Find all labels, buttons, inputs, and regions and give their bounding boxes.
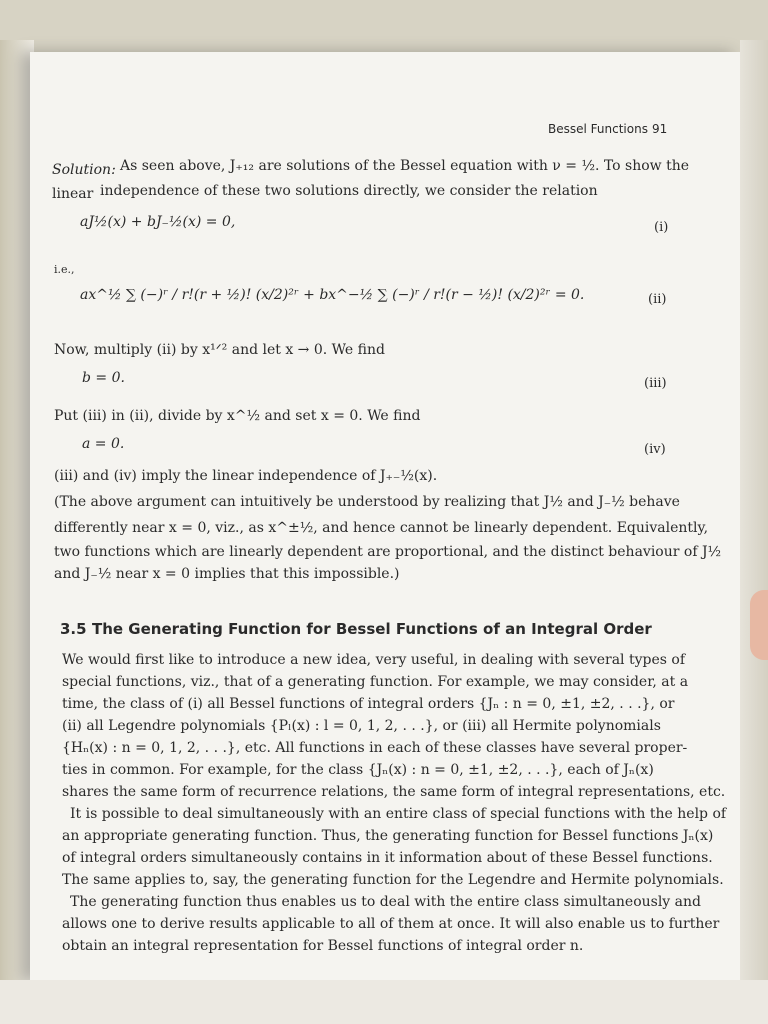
page-number: 91 <box>652 122 668 136</box>
equation-3-number: (iii) <box>644 376 667 391</box>
imply-line: (iii) and (iv) imply the linear independence of J₊₋½(x). <box>54 468 438 484</box>
equation-3: b = 0. <box>82 370 125 386</box>
solution-line-1: As seen above, J₊₁₂ are solutions of the Bessel equation with ν = ½. To show the <box>120 158 690 174</box>
paragraph-line: ties in common. For example, for the class {Jₙ(x) : n = 0, ±1, ±2, . . .}, each of Jₙ(x) <box>62 762 654 778</box>
now-line: Now, multiply (ii) by x¹ᐟ² and let x → 0. We find <box>54 342 385 358</box>
paragraph-line: The same applies to, say, the generating function for the Legendre and Hermite polynomials. <box>62 872 724 888</box>
paragraph-line: We would first like to introduce a new idea, very useful, in dealing with several types of <box>62 652 686 668</box>
paragraph-line: shares the same form of recurrence relations, the same form of integral representations, etc. <box>62 784 726 800</box>
solution-line-2: independence of these two solutions directly, we consider the relation <box>100 183 598 199</box>
right-page-edge <box>740 40 768 1000</box>
note-line-3: two functions which are linearly dependent are proportional, and the distinct behaviour of J½ <box>54 544 722 560</box>
paragraph-line: of integral orders simultaneously contains in it information about of these Bessel functions. <box>62 850 713 866</box>
thumb <box>750 590 768 660</box>
put-line: Put (iii) in (ii), divide by x^½ and set x = 0. We find <box>54 408 421 424</box>
section-number: 3.5 <box>60 620 87 638</box>
paragraph-line: special functions, viz., that of a generating function. For example, we may consider, at a <box>62 674 689 690</box>
ie-label: i.e., <box>54 263 75 276</box>
paragraph-line: obtain an integral representation for Bessel functions of integral order n. <box>62 938 584 954</box>
paragraph-line: allows one to derive results applicable to all of them at once. It will also enable us to further <box>62 916 720 932</box>
paragraph-line: It is possible to deal simultaneously with an entire class of special functions with the help of <box>70 806 727 822</box>
equation-1: aJ½(x) + bJ₋½(x) = 0, <box>80 214 236 230</box>
paragraph-line: (ii) all Legendre polynomials {Pₗ(x) : l = 0, 1, 2, . . .}, or (iii) all Hermite polynomials <box>62 718 661 734</box>
equation-2: ax^½ ∑ (−)ʳ / r!(r + ½)! (x/2)²ʳ + bx^−½ ∑ (−)ʳ / r!(r − ½)! (x/2)²ʳ = 0. <box>80 287 585 303</box>
paragraph-line: The generating function thus enables us to deal with the entire class simultaneously and <box>70 894 701 910</box>
paragraph-line: {Hₙ(x) : n = 0, 1, 2, . . .}, etc. All functions in each of these classes have several proper- <box>62 740 688 756</box>
equation-1-number: (i) <box>654 220 669 235</box>
paragraph-line: an appropriate generating function. Thus, the generating function for Bessel functions Jₙ(x) <box>62 828 714 844</box>
solution-line-2-lead: linear <box>52 186 94 202</box>
note-line-1: (The above argument can intuitively be understood by realizing that J½ and J₋½ behave <box>54 494 680 510</box>
running-title: Bessel Functions <box>548 122 648 136</box>
left-page-edge <box>0 40 34 990</box>
equation-4-number: (iv) <box>644 442 666 457</box>
paragraph-line: time, the class of (i) all Bessel functions of integral orders {Jₙ : n = 0, ±1, ±2, . . .}, or <box>62 696 675 712</box>
note-line-2: differently near x = 0, viz., as x^±½, and hence cannot be linearly dependent. Equivalently, <box>54 520 709 536</box>
bottom-background <box>0 980 768 1024</box>
solution-label: Solution: <box>52 162 116 178</box>
equation-2-number: (ii) <box>648 292 667 307</box>
section-title: The Generating Function for Bessel Functions of an Integral Order <box>92 620 652 638</box>
note-line-4: and J₋½ near x = 0 implies that this impossible.) <box>54 566 400 582</box>
equation-4: a = 0. <box>82 436 125 452</box>
